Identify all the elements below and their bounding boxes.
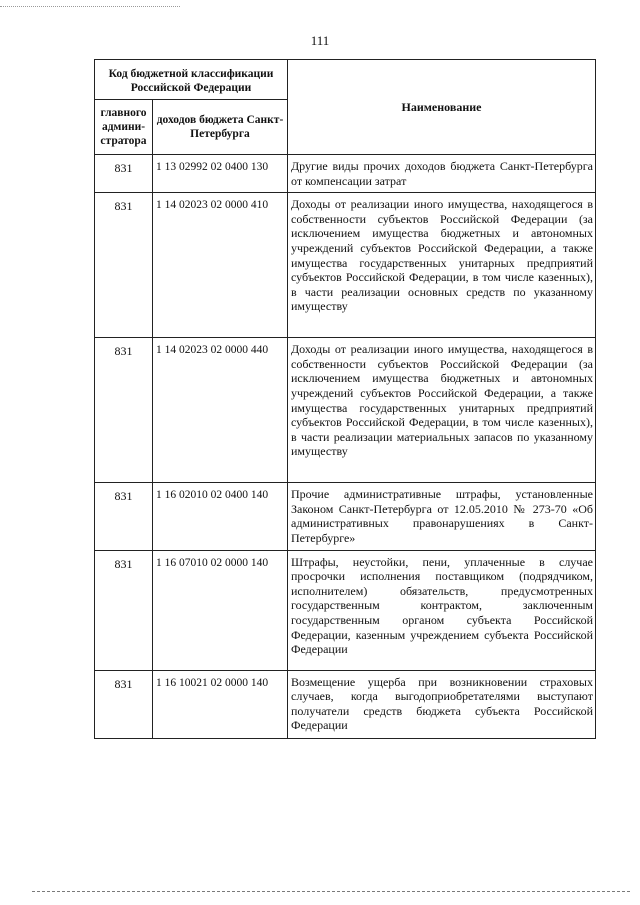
admin-code-cell: 831: [95, 338, 153, 483]
income-name-cell: Доходы от реализации иного имущества, находящегося в собственности субъектов Российской Федерации (за исключением имущества бюджетных и автономных учреждений субъектов Российской Федерации, а также имущества государственных унитарных предприятий субъектов Российской Федерации, в том числе казенных), в части реализации основных средств по указанному имуществу: [288, 193, 596, 338]
table-row: [95, 483, 596, 550]
admin-code-cell: 831: [95, 670, 153, 738]
table-row: [95, 338, 596, 483]
admin-code-cell: 831: [95, 155, 153, 193]
table-row: [95, 155, 596, 193]
scan-artifact-top: [0, 6, 180, 8]
table-header-row: [95, 60, 596, 100]
income-code-cell: 1 14 02023 02 0000 410: [153, 193, 288, 338]
header-admin: главного админи- стратора: [95, 100, 153, 155]
income-name-cell: Другие виды прочих доходов бюджета Санкт-Петербурга от компенсации затрат: [288, 155, 596, 193]
income-name-cell: Доходы от реализации иного имущества, находящегося в собственности субъектов Российской Федерации (за исключением имущества бюджетных и автономных учреждений субъектов Российской Федерации, а также имущества государственных унитарных предприятий субъектов Российской Федерации, в том числе казенных), в части реализации материальных запасов по указанному имуществу: [288, 338, 596, 483]
table-row: [95, 550, 596, 670]
budget-classification-table: [94, 59, 596, 739]
admin-code-cell: 831: [95, 483, 153, 550]
header-code-group: Код бюджетной классификации Российской Федерации: [95, 60, 288, 100]
income-code-cell: 1 16 10021 02 0000 140: [153, 670, 288, 738]
admin-code-cell: 831: [95, 550, 153, 670]
income-code-cell: 1 13 02992 02 0400 130: [153, 155, 288, 193]
scan-artifact-bottom: [32, 891, 630, 893]
income-code-cell: 1 16 02010 02 0400 140: [153, 483, 288, 550]
income-code-cell: 1 16 07010 02 0000 140: [153, 550, 288, 670]
income-code-cell: 1 14 02023 02 0000 440: [153, 338, 288, 483]
header-name: Наименование: [288, 60, 596, 155]
table-row: [95, 193, 596, 338]
income-name-cell: Штрафы, неустойки, пени, уплаченные в случае просрочки исполнения поставщиком (подрядчиком, исполнителем) обязательств, предусмотренных государственным контрактом, заключенным государственным органом субъекта Российской Федерации, казенным учреждением субъекта Российской Федерации: [288, 550, 596, 670]
income-name-cell: Прочие административные штрафы, установленные Законом Санкт-Петербурга от 12.05.2010 № 273-70 «Об административных правонарушениях в Санкт-Петербурге»: [288, 483, 596, 550]
page-number: 111: [310, 33, 330, 48]
header-income: доходов бюджета Санкт-Петербурга: [153, 100, 288, 155]
income-name-cell: Возмещение ущерба при возникновении страховых случаев, когда выгодоприобретателями выступают получатели средств бюджета субъекта Российской Федерации: [288, 670, 596, 738]
admin-code-cell: 831: [95, 193, 153, 338]
table-row: [95, 670, 596, 738]
